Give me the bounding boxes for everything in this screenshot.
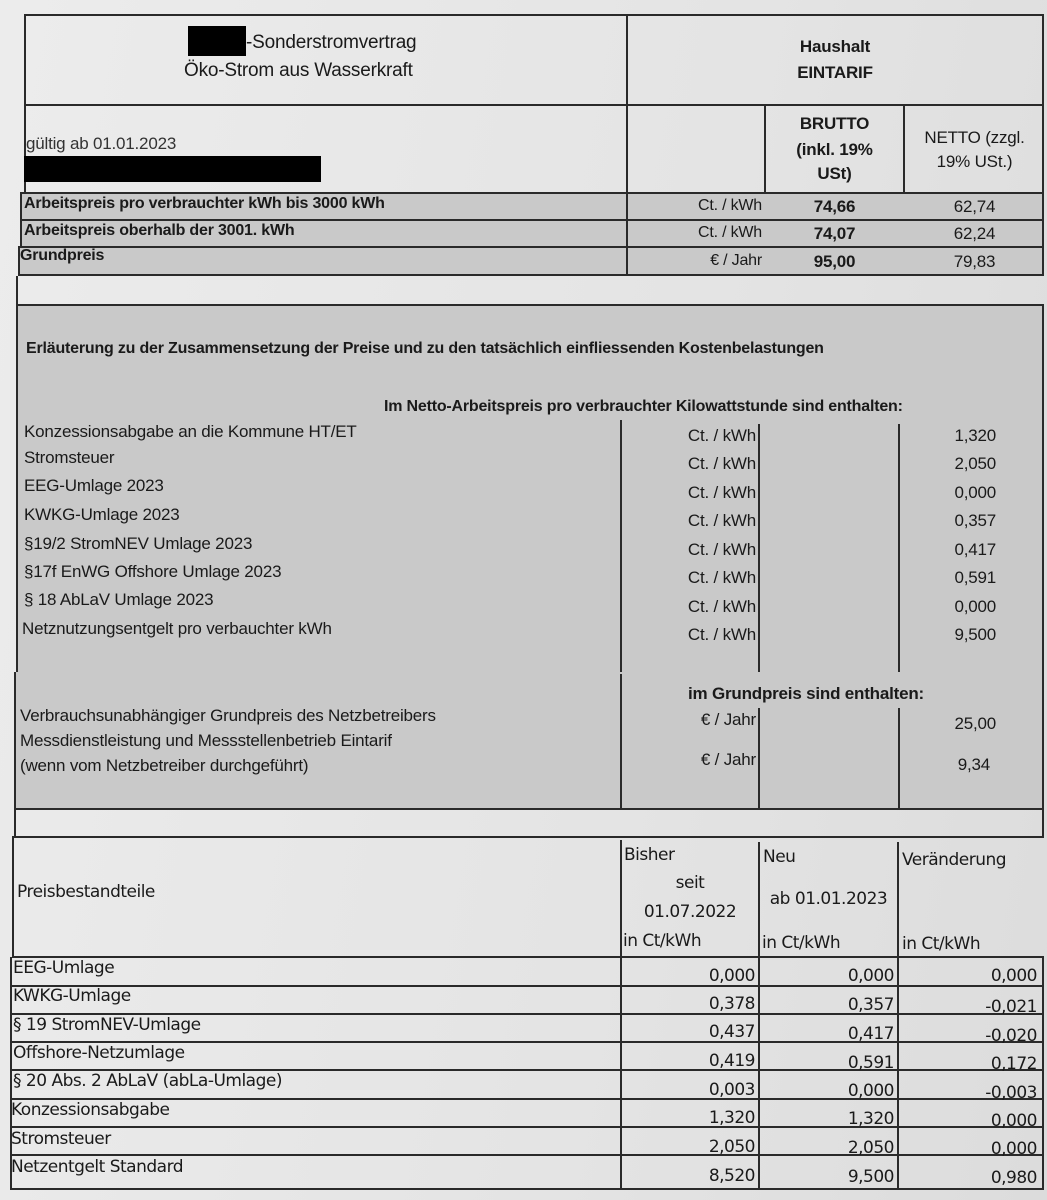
customer-type: Haushalt — [799, 37, 871, 56]
netto-item-label: Stromsteuer — [24, 448, 115, 467]
netto-item-value: 0,591 — [954, 568, 996, 587]
netto-item-label: § 18 AbLaV Umlage 2023 — [24, 590, 214, 609]
spacer-border — [16, 276, 18, 306]
contract-subtitle: Öko-Strom aus Wasserkraft — [184, 60, 413, 81]
row-change: 0,172 — [990, 1054, 1037, 1074]
row-neu: 0,417 — [847, 1024, 894, 1044]
row-label: KWKG-Umlage — [13, 986, 131, 1006]
col-neu-line2: ab 01.01.2023 — [769, 889, 888, 909]
price-brutto: 74,07 — [813, 224, 856, 243]
grund-col-divider — [758, 708, 760, 810]
price-netto: 62,74 — [953, 197, 996, 216]
row-change: 0,000 — [990, 1139, 1037, 1159]
grund-item-unit: € / Jahr — [700, 710, 756, 729]
price-unit: € / Jahr — [710, 252, 762, 269]
row-neu: 1,320 — [847, 1109, 894, 1129]
price-label: Grundpreis — [20, 247, 105, 264]
netto-item-value: 1,320 — [954, 426, 996, 445]
netto-item-unit: Ct. / kWh — [687, 454, 756, 473]
col-neu-line3: in Ct/kWh — [762, 933, 841, 953]
row-label: Netzentgelt Standard — [11, 1157, 184, 1177]
row-label: Konzessionsabgabe — [11, 1100, 170, 1120]
row-change: 0,000 — [990, 1111, 1037, 1131]
netto-item-unit: Ct. / kWh — [687, 597, 756, 616]
netto-item-value: 0,357 — [954, 511, 996, 530]
row-neu: 0,357 — [847, 995, 894, 1015]
netto-item-label: Konzessionsabgabe an die Kommune HT/ET — [24, 422, 357, 441]
row-bisher: 8,520 — [708, 1166, 755, 1186]
col-bisher-line2: seit — [675, 873, 705, 893]
netto-item-value: 9,500 — [954, 625, 996, 644]
netto-item-value: 0,000 — [954, 483, 996, 502]
row-label: EEG-Umlage — [13, 958, 115, 978]
netto-col-divider — [758, 424, 760, 674]
netto-item-unit: Ct. / kWh — [687, 568, 756, 587]
netto-item-label: KWKG-Umlage 2023 — [24, 505, 180, 524]
netto-item-label: Netznutzungsentgelt pro verbauchter kWh — [22, 619, 332, 638]
col-change-line1: Veränderung — [902, 850, 1007, 870]
grund-item-value: 9,34 — [957, 755, 990, 774]
col-label-header: Preisbestandteile — [17, 882, 155, 902]
row-bisher: 0,000 — [708, 966, 755, 986]
row-change: -0,021 — [985, 997, 1037, 1017]
col-brutto-line3: USt) — [817, 164, 852, 183]
row-neu: 2,050 — [847, 1138, 894, 1158]
row-bisher: 0,003 — [708, 1080, 755, 1100]
row-neu: 0,591 — [847, 1053, 894, 1073]
row-change: 0,980 — [990, 1168, 1037, 1188]
grund-heading: im Grundpreis sind enthalten: — [688, 684, 925, 703]
row-label: Stromsteuer — [11, 1129, 111, 1149]
price-unit: Ct. / kWh — [698, 197, 762, 214]
row-neu: 9,500 — [847, 1167, 894, 1187]
grund-item-unit: € / Jahr — [700, 750, 756, 769]
col-change-line2: in Ct/kWh — [902, 934, 981, 954]
price-label: Arbeitspreis pro verbrauchter kWh bis 3000 kWh — [24, 195, 385, 212]
redacted-info — [24, 156, 321, 182]
row-neu: 0,000 — [847, 1081, 894, 1101]
col-netto-line2: 19% USt.) — [936, 152, 1013, 171]
row-neu: 0,000 — [847, 966, 894, 986]
grund-item-label: Messdienstleistung und Messstellenbetrieb Eintarif — [20, 731, 392, 750]
spacer-border — [14, 810, 1044, 838]
grund-item-label-2: (wenn vom Netzbetreiber durchgeführt) — [20, 756, 309, 775]
col-neu-line1: Neu — [763, 847, 796, 867]
row-bisher: 0,378 — [708, 994, 755, 1014]
price-unit: Ct. / kWh — [698, 224, 762, 241]
explanation-title: Erläuterung zu der Zusammensetzung der Preise und zu den tatsächlich einfliessenden Kostenbelastungen — [26, 340, 824, 357]
contract-title: -Sonderstromvertrag — [246, 32, 417, 53]
row-label: Offshore-Netzumlage — [13, 1043, 185, 1063]
row-label: § 19 StromNEV-Umlage — [13, 1015, 201, 1035]
netto-item-unit: Ct. / kWh — [687, 426, 756, 445]
col-brutto-line1: BRUTTO — [799, 114, 870, 133]
redacted-brand — [188, 26, 246, 56]
header-box — [24, 14, 1044, 106]
price-netto: 62,24 — [953, 224, 996, 243]
netto-item-unit: Ct. / kWh — [687, 540, 756, 559]
netto-item-value: 0,417 — [954, 540, 996, 559]
netto-item-value: 0,000 — [954, 597, 996, 616]
price-brutto: 74,66 — [813, 197, 856, 216]
row-label: § 20 Abs. 2 AbLaV (abLa-Umlage) — [13, 1071, 282, 1091]
price-label: Arbeitspreis oberhalb der 3001. kWh — [24, 222, 295, 239]
grund-col-divider — [620, 674, 622, 810]
valid-from: gültig ab 01.01.2023 — [26, 134, 177, 153]
row-bisher: 1,320 — [708, 1108, 755, 1128]
col-brutto-line2: (inkl. 19% — [796, 140, 873, 159]
price-brutto: 95,00 — [813, 252, 856, 271]
grund-item-label: Verbrauchsunabhängiger Grundpreis des Netzbetreibers — [20, 706, 436, 725]
netto-item-unit: Ct. / kWh — [687, 483, 756, 502]
row-bisher: 0,437 — [708, 1022, 755, 1042]
netto-heading: Im Netto-Arbeitspreis pro verbrauchter Kilowattstunde sind enthalten: — [384, 398, 903, 415]
price-netto: 79,83 — [953, 252, 996, 271]
netto-item-label: §17f EnWG Offshore Umlage 2023 — [24, 562, 282, 581]
col-bisher-line1: Bisher — [624, 845, 675, 865]
row-change: -0,003 — [985, 1083, 1037, 1103]
col-bisher-line3: 01.07.2022 — [643, 902, 737, 922]
netto-item-label: EEG-Umlage 2023 — [24, 476, 164, 495]
row-bisher: 0,419 — [708, 1051, 755, 1071]
netto-item-value: 2,050 — [954, 454, 996, 473]
row-change: 0,000 — [990, 966, 1037, 986]
col-bisher-line4: in Ct/kWh — [623, 931, 702, 951]
netto-item-label: §19/2 StromNEV Umlage 2023 — [24, 534, 253, 553]
col-netto-line1: NETTO (zzgl. — [924, 128, 1025, 147]
row-change: -0,020 — [985, 1026, 1037, 1046]
grund-item-value: 25,00 — [954, 714, 996, 733]
row-bisher: 2,050 — [708, 1137, 755, 1157]
netto-item-unit: Ct. / kWh — [687, 511, 756, 530]
tariff-type: EINTARIF — [797, 63, 873, 82]
netto-item-unit: Ct. / kWh — [687, 625, 756, 644]
